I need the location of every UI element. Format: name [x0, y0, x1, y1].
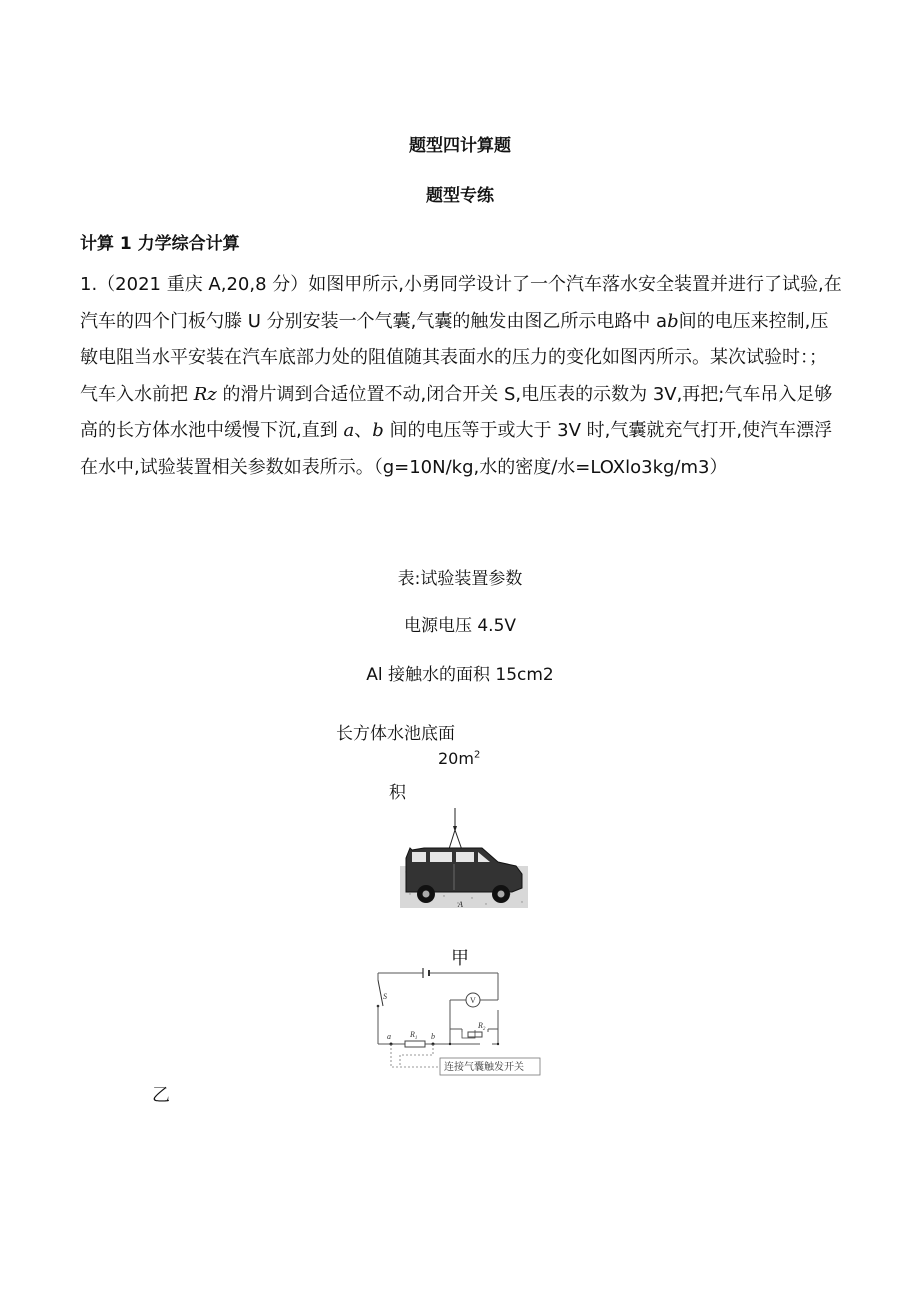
- table-row-pool-label: 长方体水池底面: [336, 724, 455, 744]
- label-a: A: [458, 900, 463, 909]
- table-row-voltage: 电源电压 4.5V: [403, 616, 517, 636]
- label-r2: $R_2$: [478, 1021, 486, 1032]
- question-line-1: 1.（2021 重庆 A,20,8 分）如图甲所示,小勇同学设计了一个汽车落水安全装置并进行了试验,在: [80, 274, 842, 295]
- trigger-switch-label: 连接气囊触发开关: [444, 1062, 524, 1073]
- table-row-pool-value: $20m^2$: [438, 749, 481, 768]
- car-figure: [398, 808, 530, 910]
- superscript: 2: [473, 749, 481, 761]
- table-row-area: Al 接触水的面积 15cm2: [366, 665, 554, 685]
- question-line-5: 高的长方体水池中缓慢下沉,直到 a、b 间的电压等于或大于 3V 时,气囊就充气打开,使汽车漂浮: [80, 420, 833, 441]
- question-line-2: 汽车的四个门板勺滕 U 分别安装一个气囊,气囊的触发由图乙所示电路中 ab间的电压来控制,压: [80, 310, 829, 332]
- wheel-front-hub: [498, 891, 505, 898]
- car-windows: [412, 852, 490, 862]
- voltmeter-label: V: [470, 996, 476, 1005]
- question-line-3: 敏电阻当水平安装在汽车底部力处的阻值随其表面水的压力的变化如图丙所示。某次试验时：；: [80, 347, 827, 368]
- table-row-pool-label-cont: 积: [389, 783, 406, 803]
- page-title: 题型四计算题: [409, 136, 511, 156]
- figure-caption-yi: 乙: [152, 1085, 170, 1106]
- page-subtitle: 题型专练: [426, 186, 494, 206]
- node-junction-right: [497, 1043, 499, 1045]
- table-caption: 表:试验装置参数: [397, 569, 523, 589]
- question-line-6: 在水中,试验装置相关参数如表所示。（g=10N∕kg,水的密度∕水=LOXlo3kg∕m3）: [80, 456, 728, 478]
- node-junction-left: [449, 1043, 451, 1045]
- label-a-node: a: [387, 1032, 391, 1041]
- section-heading: 计算 1 力学综合计算: [80, 234, 240, 254]
- resistor-r1: [405, 1041, 425, 1047]
- wheel-rear-hub: [423, 891, 430, 898]
- label-s: S: [383, 992, 387, 1001]
- label-b-node: b: [431, 1032, 435, 1041]
- question-paragraph: [80, 267, 850, 486]
- circuit-figure: [370, 966, 545, 1078]
- label-r1: $R_1$: [410, 1030, 418, 1041]
- figure-caption-jia: 甲: [451, 948, 469, 969]
- switch-pivot: [377, 1005, 380, 1008]
- question-line-4: 气车入水前把 Rz 的滑片调到合适位置不动,闭合开关 S,电压表的示数为 3V,再把;气车吊入足够: [80, 383, 833, 405]
